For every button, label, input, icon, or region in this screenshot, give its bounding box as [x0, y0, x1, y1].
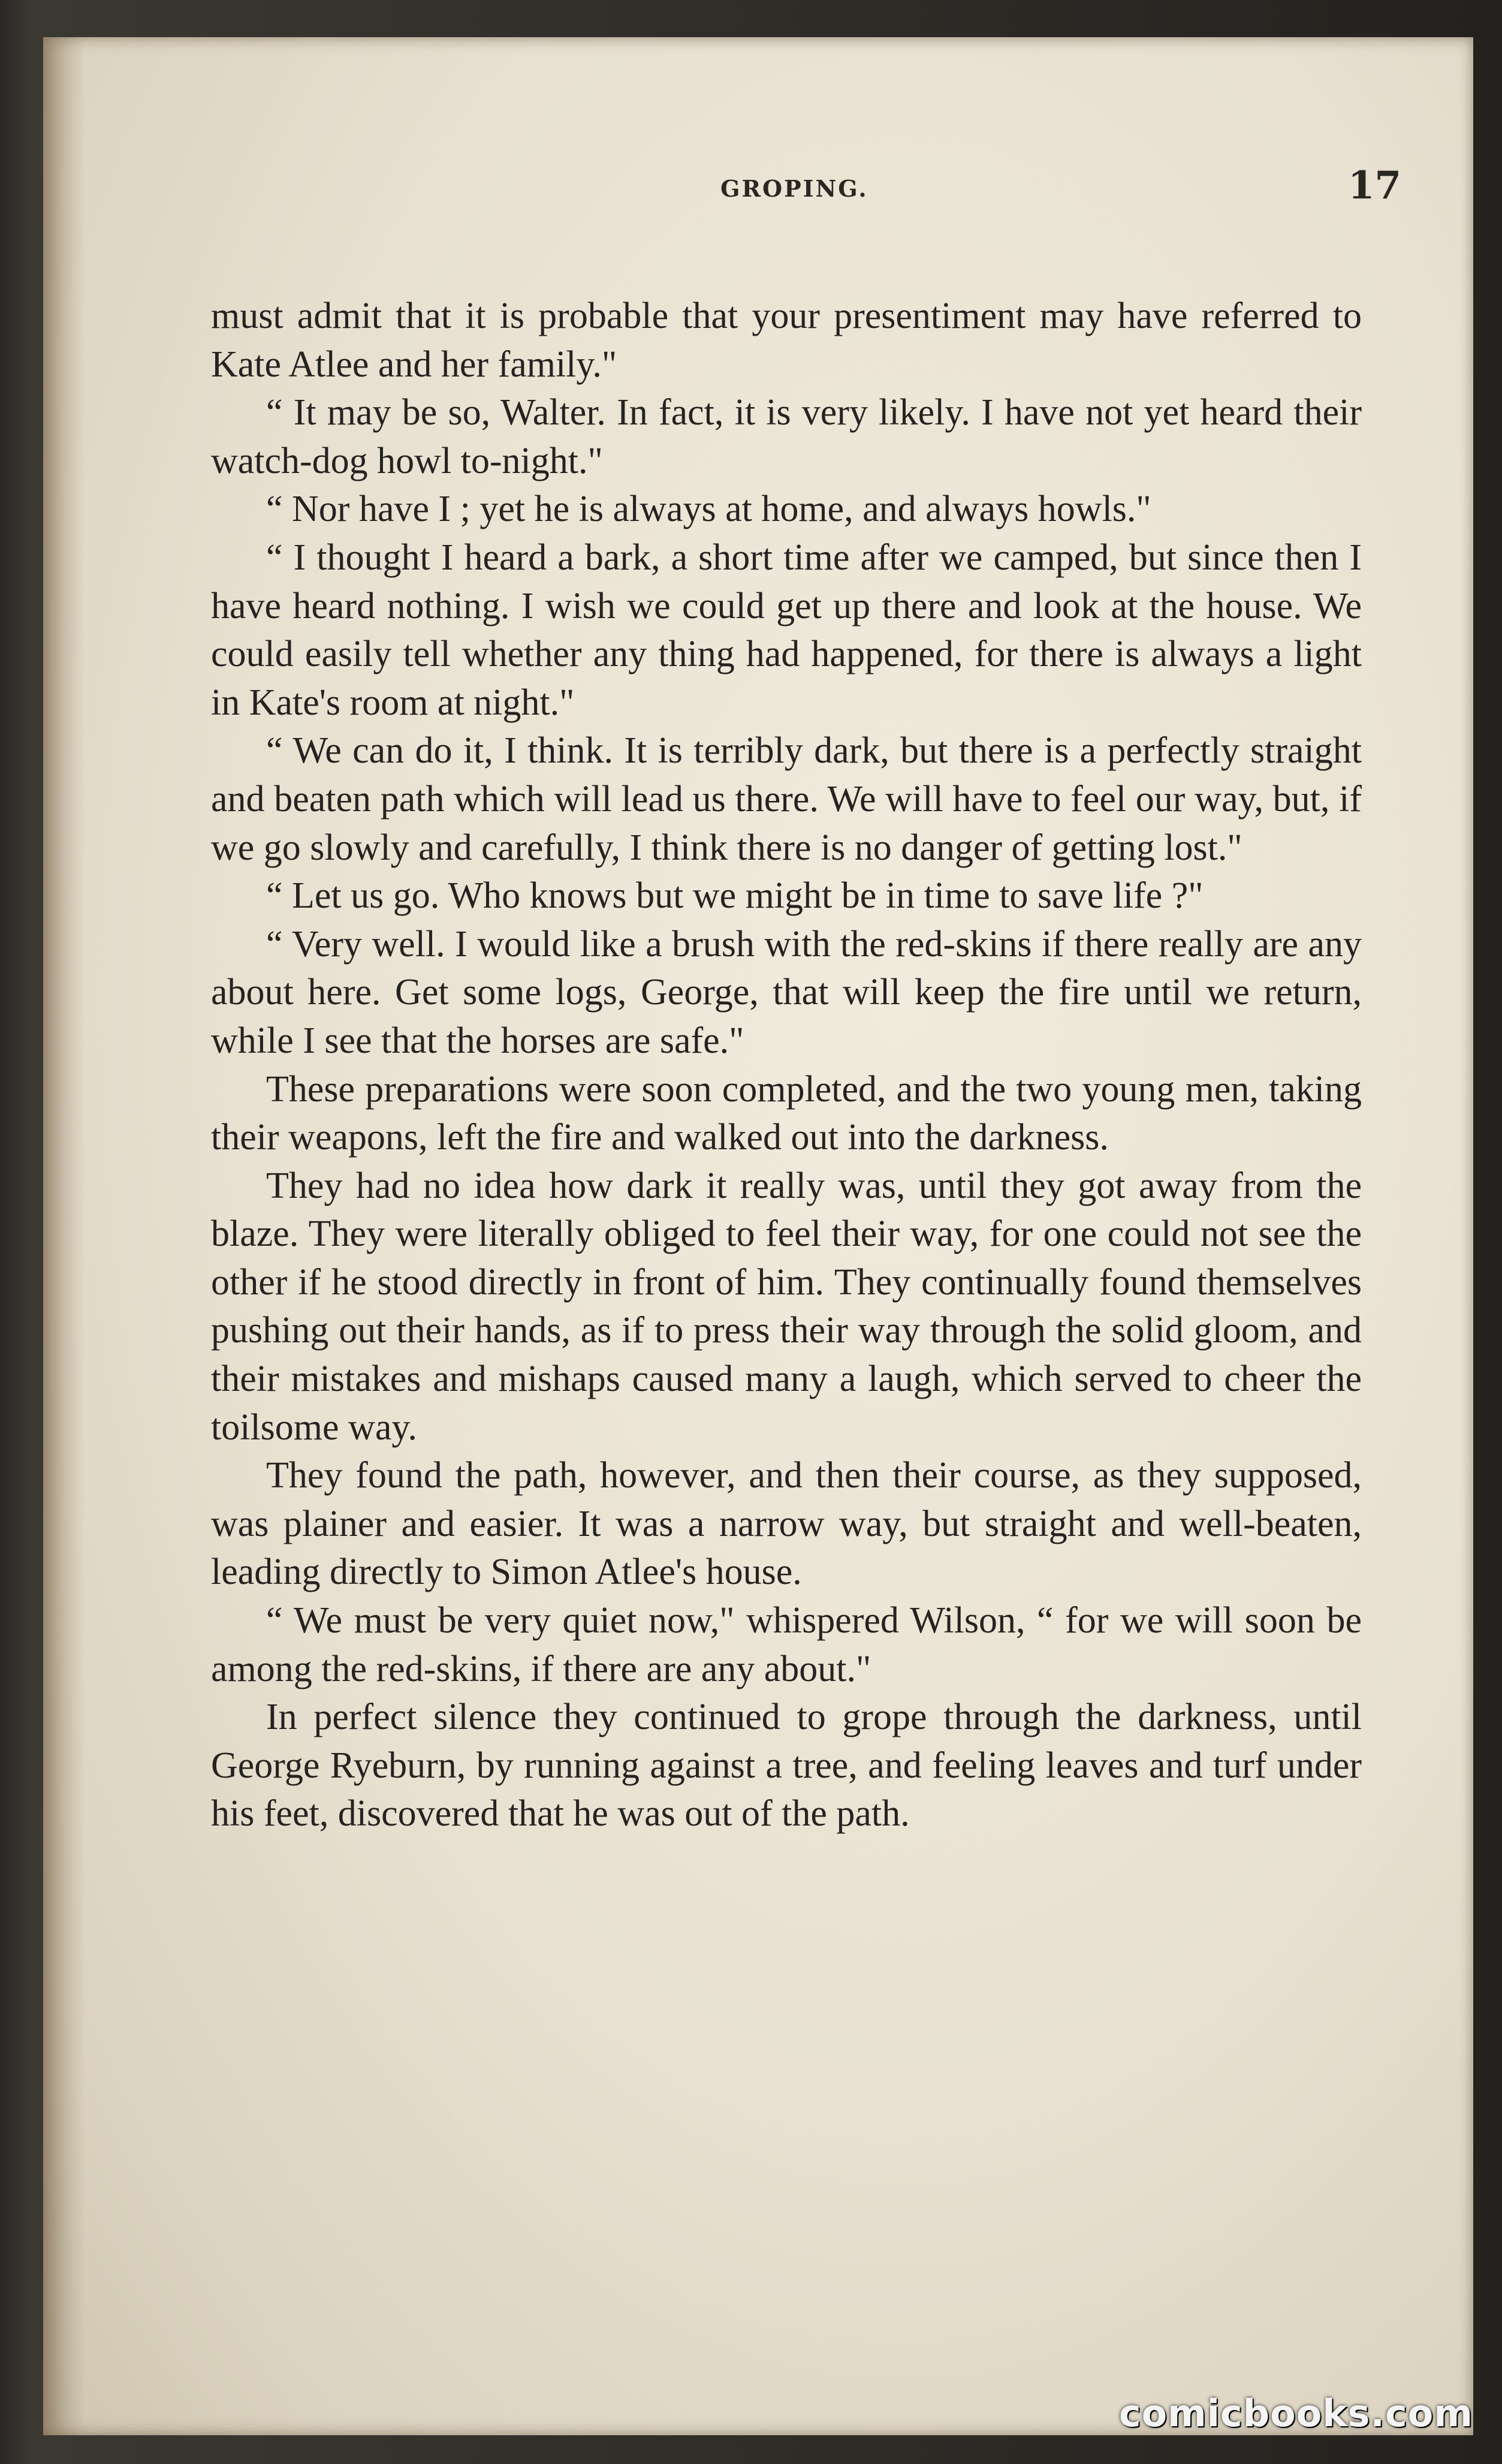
paragraph: “ Very well. I would like a brush with the red-skins if there really are any about here. Get some logs, George, that will keep the fire until we return, while I see that the horses are safe." [211, 923, 1362, 1061]
paragraph: “ It may be so, Walter. In fact, it is very likely. I have not yet heard their watch-dog howl to-night." [211, 392, 1362, 481]
paragraph: In perfect silence they continued to grope through the darkness, until George Ryeburn, by running against a tree, and feeling leaves and turf under his feet, discovered that he was out of the path. [211, 1697, 1362, 1835]
page-number: 17 [1347, 163, 1401, 208]
paragraph: They found the path, however, and then their course, as they supposed, was plainer and easier. It was a narrow way, but straight and well-beaten, leading directly to Simon Atlee's house. [211, 1455, 1362, 1593]
paragraph: These preparations were soon completed, and the two young men, taking their weapons, left the fire and walked out into the darkness. [211, 1068, 1362, 1158]
site-watermark: comicbooks.com [1118, 2391, 1473, 2435]
paragraph: They had no idea how dark it really was, until they got away from the blaze. They were literally obliged to feel their way, for one could not see the other if he stood directly in front of him. They continually found themselves pushing out their hands, as if to press their way through the solid gloom, and their mistakes and mishaps caused many a laugh, which served to cheer the toilsome way. [211, 1165, 1362, 1448]
running-title: GROPING. [720, 175, 868, 202]
paragraph: “ I thought I heard a bark, a short time after we camped, but since then I have heard nothing. I wish we could get up there and look at the house. We could easily tell whether any thing had happened, for there is always a light in Kate's room at night." [211, 537, 1362, 723]
paragraph: must admit that it is probable that your presentiment may have referred to Kate Atlee and her family." [211, 296, 1362, 385]
paragraph: “ Let us go. Who knows but we might be in time to save life ?" [266, 875, 1204, 917]
running-head [43, 163, 1473, 217]
paragraph: “ Nor have I ; yet he is always at home, and always howls." [266, 489, 1151, 530]
body-text [211, 292, 1362, 1838]
paragraph: “ We must be very quiet now," whispered Wilson, “ for we will soon be among the red-skins, if there are any about." [211, 1600, 1362, 1689]
paragraph: “ We can do it, I think. It is terribly dark, but there is a perfectly straight and beaten path which will lead us there. We will have to feel our way, but, if we go slowly and carefully, I think there is no danger of getting lost." [211, 730, 1362, 868]
book-page [43, 37, 1473, 2435]
page-gutter-shadow [43, 37, 85, 2435]
